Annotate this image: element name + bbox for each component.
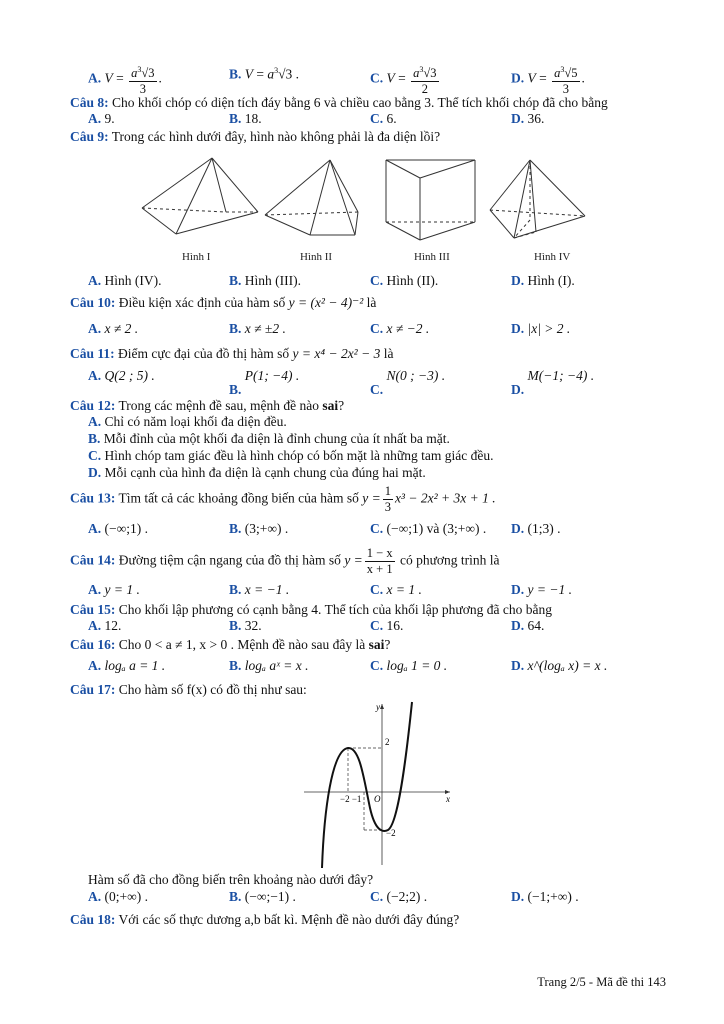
y-tick-minus-2: −2 [386, 828, 396, 838]
q17-option-c[interactable]: C. (−2;2) . [370, 889, 428, 904]
y-tick-2: 2 [385, 737, 390, 747]
q14-option-b[interactable]: B. x = −1 . [229, 582, 290, 597]
q7-option-b: B. $V = a^3√3$ . [229, 66, 300, 82]
q11-formula: y = x⁴ − 2x² − 3 [292, 346, 381, 361]
q17-option-a[interactable]: A. (0;+∞) . [88, 889, 148, 904]
q13-option-a[interactable]: A. (−∞;1) . [88, 521, 148, 536]
q13-stem: Câu 13: Tìm tất cả các khoảng đồng biến của hàm số y = $\frac{1}{3}$ x³ − 2x² + 3x + 1 . [70, 484, 496, 514]
q10-option-a[interactable]: A. x ≠ 2 . [88, 321, 139, 336]
q12-statement-d[interactable]: D. Mỗi cạnh của hình đa diện là cạnh chung của đúng hai mặt. [88, 465, 426, 480]
q12-statement-b[interactable]: B. Mỗi đỉnh của một khối đa diện là đỉnh chung của ít nhất ba mặt. [88, 431, 450, 446]
q17-graph [300, 700, 460, 870]
q12-statement-a[interactable]: A. Chỉ có năm loại khối đa diện đều. [88, 414, 287, 429]
q16-option-c[interactable]: C. logₐ 1 = 0 . [370, 658, 448, 673]
q17-option-b[interactable]: B. (−∞;−1) . [229, 889, 296, 904]
q15-stem: Câu 15: Cho khối lập phương có cạnh bằng 4. Thể tích của khối lập phương đã cho bằng [70, 602, 552, 617]
figure-1-pyramid [142, 158, 258, 234]
q17-question: Hàm số đã cho đồng biến trên khoảng nào dưới đây? [88, 872, 374, 887]
q14-option-a[interactable]: A. y = 1 . [88, 582, 140, 597]
q11-option-c[interactable]: C. N(0 ; −3) . [370, 368, 446, 397]
q14-stem: Câu 14: Đường tiệm cận ngang của đồ thị hàm số y = $\frac{1 - x}{x + 1}$ có phương trình là [70, 546, 500, 576]
q9-option-c[interactable]: C. Hình (II). [370, 273, 439, 288]
caption-figure-1: Hình I [182, 251, 211, 263]
function-curve [322, 702, 412, 868]
x-label: x [446, 794, 450, 804]
q11-stem: Câu 11: Điểm cực đại của đồ thị hàm số y = x⁴ − 2x² − 3 là [70, 346, 394, 361]
q8-option-d[interactable]: D. 36. [511, 111, 545, 126]
caption-figure-4: Hình IV [534, 251, 571, 263]
q10-option-d[interactable]: D. |x| > 2 . [511, 321, 571, 336]
q12-stem: Câu 12: Trong các mệnh đề sau, mệnh đề nào sai? [70, 398, 345, 413]
caption-figure-2: Hình II [300, 251, 333, 263]
q16-stem: Câu 16: Cho 0 < a ≠ 1, x > 0 . Mệnh đề nào sau đây là sai? [70, 637, 391, 652]
q17-option-d[interactable]: D. (−1;+∞) . [511, 889, 579, 904]
q11-option-d[interactable]: D. M(−1; −4) . [511, 368, 595, 397]
q7-option-a: A. V = $\frac{a^3√3}{3}$ . [88, 62, 162, 97]
q16-option-a[interactable]: A. logₐ a = 1 . [88, 658, 166, 673]
q15-option-c[interactable]: C. 16. [370, 618, 404, 633]
q10-option-c[interactable]: C. x ≠ −2 . [370, 321, 430, 336]
q8-option-a[interactable]: A. 9. [88, 111, 115, 126]
q10-option-b[interactable]: B. x ≠ ±2 . [229, 321, 286, 336]
q15-option-a[interactable]: A. 12. [88, 618, 122, 633]
q9-option-a[interactable]: A. Hình (IV). [88, 273, 162, 288]
q10-formula: y = (x² − 4)⁻² [288, 295, 364, 310]
q18-stem: Câu 18: Với các số thực dương a,b bất kì. Mệnh đề nào dưới đây đúng? [70, 912, 460, 927]
caption-figure-3: Hình III [414, 251, 450, 263]
q11-option-a[interactable]: A. Q(2 ; 5) . [88, 368, 155, 383]
q8-stem: Câu 8: Cho khối chóp có diện tích đáy bằng 6 và chiều cao bằng 3. Thể tích khối chóp đã cho bằng [70, 95, 608, 110]
x-ticks: −2 −1 [340, 794, 362, 804]
q7-option-d: D. V = $\frac{a^3√5}{3}$ . [511, 62, 585, 97]
q8-option-b[interactable]: B. 18. [229, 111, 262, 126]
figure-3-prism [386, 160, 475, 240]
figure-4-nonconvex [490, 160, 585, 238]
q16-option-d[interactable]: D. x^(logₐ x) = x . [511, 658, 608, 673]
q13-option-d[interactable]: D. (1;3) . [511, 521, 561, 536]
q10-stem: Câu 10: Điều kiện xác định của hàm số y = (x² − 4)⁻² là [70, 295, 377, 310]
q9-stem: Câu 9: Trong các hình dưới đây, hình nào không phải là đa diện lồi? [70, 129, 441, 144]
q13-option-c[interactable]: C. (−∞;1) và (3;+∞) . [370, 521, 487, 536]
q8-option-c[interactable]: C. 6. [370, 111, 397, 126]
q14-option-c[interactable]: C. x = 1 . [370, 582, 422, 597]
q17-stem: Câu 17: Cho hàm số f(x) có đồ thị như sau: [70, 682, 307, 697]
q15-option-d[interactable]: D. 64. [511, 618, 545, 633]
q13-fraction: $\frac{1}{3}$ [384, 484, 391, 514]
q14-fraction: $\frac{1 - x}{x + 1}$ [366, 546, 393, 576]
q16-option-b[interactable]: B. logₐ aˣ = x . [229, 658, 309, 673]
q9-option-b[interactable]: B. Hình (III). [229, 273, 301, 288]
q15-option-b[interactable]: B. 32. [229, 618, 262, 633]
q9-option-d[interactable]: D. Hình (I). [511, 273, 575, 288]
page-footer: Trang 2/5 - Mã đề thi 143 [537, 975, 666, 989]
q7-option-c: C. V = $\frac{a^3√3}{2}$ [370, 62, 441, 97]
q14-option-d[interactable]: D. y = −1 . [511, 582, 572, 597]
origin-label: O [374, 794, 381, 804]
q11-option-b[interactable]: B. P(1; −4) . [229, 368, 300, 397]
q13-option-b[interactable]: B. (3;+∞) . [229, 521, 289, 536]
q12-statement-c[interactable]: C. Hình chóp tam giác đều là hình chóp có bốn mặt là những tam giác đều. [88, 448, 494, 463]
y-label: y [376, 702, 380, 712]
figure-2-pyramid [265, 160, 358, 235]
